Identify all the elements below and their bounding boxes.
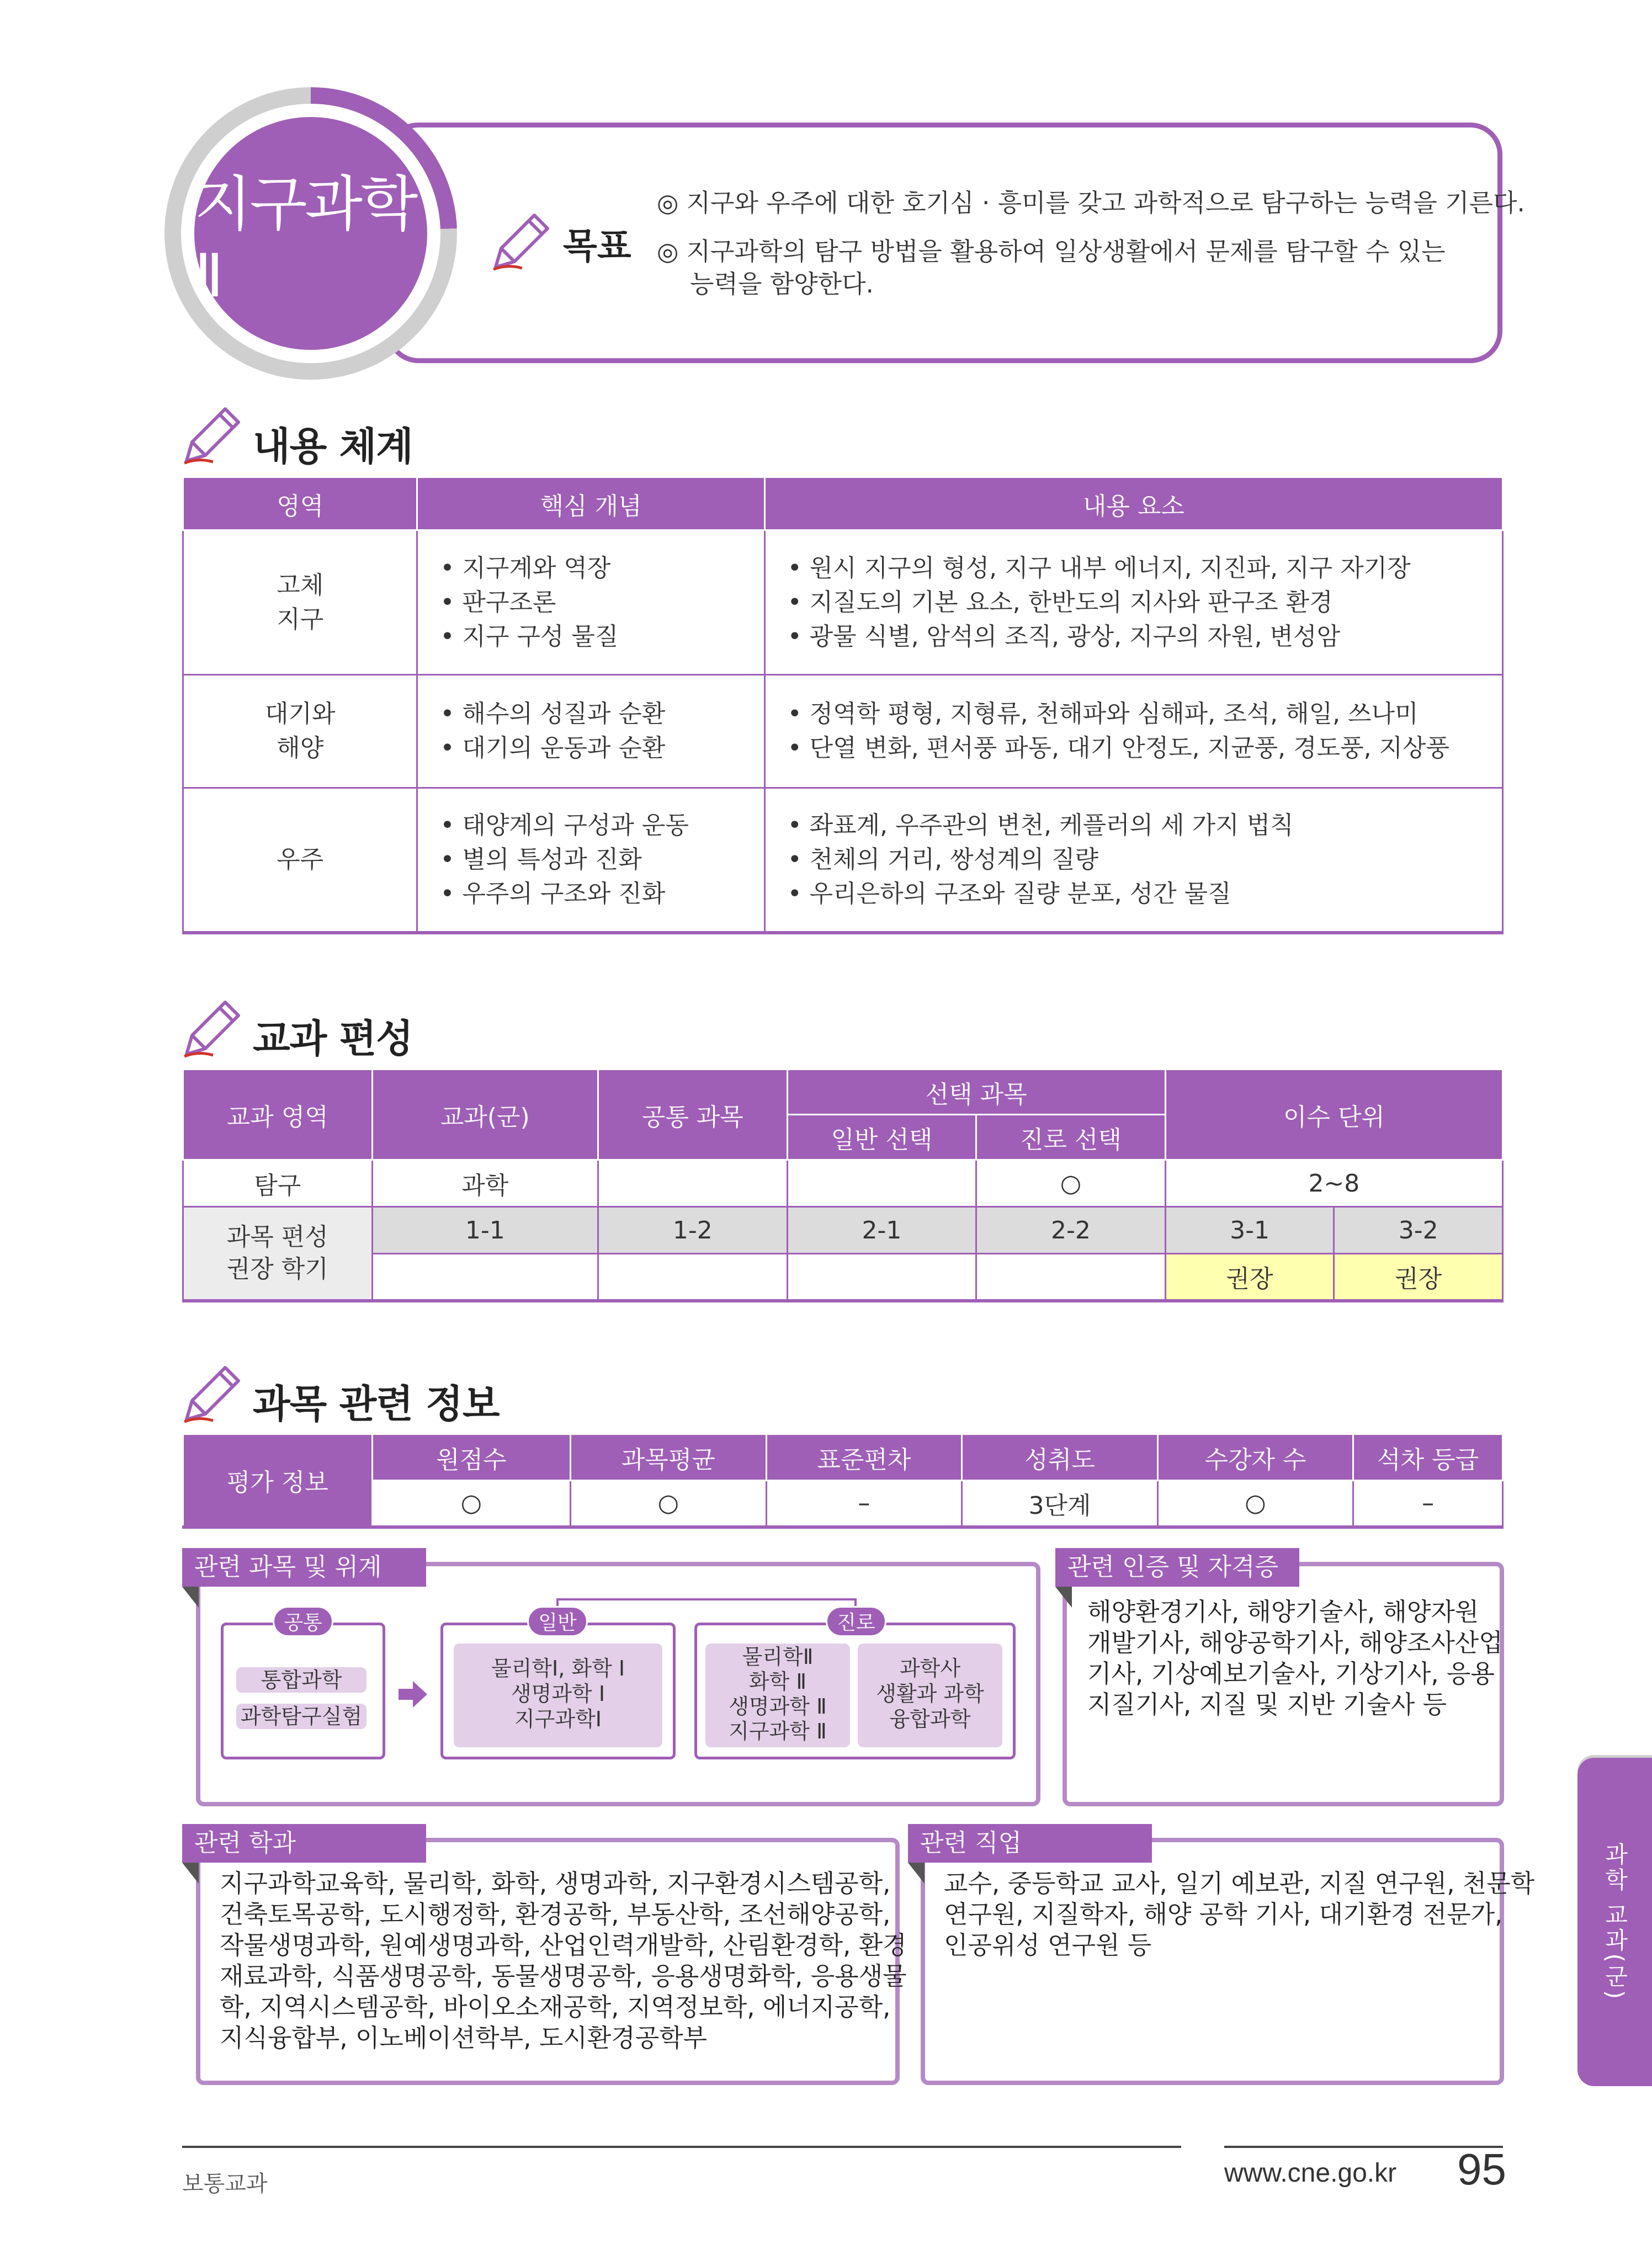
eval-value: 3단계	[962, 1481, 1158, 1527]
tab-fold	[182, 1587, 199, 1608]
eval-value: ○	[1157, 1481, 1353, 1527]
area-cell: 고체 지구	[183, 530, 417, 675]
career-items-right: 과학사 생활과 과학 융합과학	[858, 1644, 1002, 1747]
footer-url[interactable]: www.cne.go.kr	[1224, 2158, 1397, 2188]
career-items-left: 물리학Ⅱ 화학 Ⅱ 생명과학 Ⅱ 지구과학 Ⅱ	[705, 1644, 850, 1747]
eval-header: 석차 등급	[1353, 1434, 1503, 1481]
table-row	[183, 530, 1503, 675]
cell-units: 2~8	[1165, 1160, 1502, 1207]
eval-label: 평가 정보	[183, 1434, 373, 1527]
recommend-cell	[372, 1254, 598, 1301]
elements-cell: • 원시 지구의 형성, 지구 내부 에너지, 지진파, 지구 자기장 • 지질도의 기본 요소, 한반도의 지사와 판구조 환경 • 광물 식별, 암석의 조직, 광상, 지구의 자원, 변성암	[764, 530, 1502, 675]
related-subjects-tab: 관련 과목 및 위계	[182, 1548, 426, 1587]
goal-line-1: ◎ 지구와 우주에 대한 호기심 · 흥미를 갖고 과학적으로 탐구하는 능력을 기른다.	[657, 188, 1525, 217]
cell-group: 과학	[372, 1160, 598, 1207]
header-elements: 내용 요소	[764, 477, 1502, 530]
tab-fold	[908, 1863, 925, 1884]
header-career: 진로 선택	[976, 1115, 1166, 1160]
semester-label: 과목 편성 권장 학기	[183, 1207, 373, 1301]
header-common: 공통 과목	[598, 1070, 788, 1160]
arrow-right-icon	[396, 1678, 429, 1711]
recommend-cell	[598, 1254, 788, 1301]
cell-common	[598, 1160, 788, 1207]
eval-header: 수강자 수	[1157, 1434, 1353, 1481]
goal-line-3: 능력을 함양한다.	[690, 269, 874, 299]
eval-header: 성취도	[962, 1434, 1158, 1481]
pencil-icon	[491, 211, 552, 272]
departments-tab: 관련 학과	[182, 1824, 426, 1863]
table-row	[183, 1160, 1503, 1207]
curriculum-table	[182, 1068, 1504, 1302]
eval-header: 과목평균	[571, 1434, 767, 1481]
recommend-cell	[787, 1254, 976, 1301]
tab-fold	[182, 1863, 199, 1884]
concept-cell: • 태양계의 구성과 운동 • 별의 특성과 진화 • 우주의 구조와 진화	[417, 788, 764, 933]
semester-cell: 1-2	[598, 1207, 788, 1254]
recommend-cell	[976, 1254, 1166, 1301]
eval-value: ○	[571, 1481, 767, 1527]
table-row	[183, 1207, 1503, 1254]
footer-label: 보통교과	[182, 2171, 268, 2197]
table-row	[183, 1254, 1503, 1301]
jobs-text: 교수, 중등학교 교사, 일기 예보관, 지질 연구원, 천문학 연구원, 지질학자, 해양 공학 기사, 대기환경 전문가, 인공위성 연구원 등	[944, 1869, 1535, 1960]
concept-cell: • 지구계와 역장 • 판구조론 • 지구 구성 물질	[417, 530, 764, 675]
subject-title: 지구과학Ⅱ	[194, 117, 427, 350]
eval-value: –	[766, 1481, 962, 1527]
departments-text: 지구과학교육학, 물리학, 화학, 생명과학, 지구환경시스템공학, 건축토목공학, 도시행정학, 환경공학, 부동산학, 조선해양공학, 작물생명과학, 원예생명과학, 산업인력개발학, 산림환경학, 환경 재료과학, 식품생명공학, 동물생명공학, 응용생명화학, 응용생물 학, 지역시스템공학, 바이오소재공학, 지역정보학, 에너지공학, 지식융합부, 이노베이션학부, 도시환경공학부	[220, 1869, 907, 2052]
eval-value: ○	[372, 1481, 571, 1527]
jobs-tab: 관련 직업	[908, 1824, 1152, 1863]
header-group: 교과(군)	[372, 1070, 598, 1160]
semester-cell: 1-1	[372, 1207, 598, 1254]
concept-cell: • 해수의 성질과 순환 • 대기의 운동과 순환	[417, 675, 764, 788]
connector-line	[552, 1594, 861, 1627]
tab-fold	[1055, 1587, 1072, 1608]
recommend-cell: 권장	[1165, 1254, 1334, 1301]
side-tab-label: 과학 교과(군)	[1601, 1842, 1629, 2002]
semester-cell: 3-2	[1334, 1207, 1503, 1254]
header-area: 영역	[183, 477, 417, 530]
table-row	[183, 1481, 1503, 1527]
cell-general	[787, 1160, 976, 1207]
eval-header: 원점수	[372, 1434, 571, 1481]
goal-line-2: ◎ 지구과학의 탐구 방법을 활용하여 일상생활에서 문제를 탐구할 수 있는	[657, 237, 1446, 266]
common-item: 통합과학	[236, 1667, 366, 1693]
certificates-text: 해양환경기사, 해양기술사, 해양자원 개발기사, 해양공학기사, 해양조사산업 기사, 기상예보기술사, 기상기사, 응용 지질기사, 지질 및 지반 기술사 등	[1087, 1597, 1503, 1719]
pencil-icon	[182, 1363, 243, 1424]
cell-area: 탐구	[183, 1160, 373, 1207]
header-area: 교과 영역	[183, 1070, 373, 1160]
cell-career: ○	[976, 1160, 1166, 1207]
common-item: 과학탐구실험	[236, 1704, 366, 1729]
common-pill: 공통	[273, 1606, 333, 1637]
header-elective: 선택 과목	[787, 1070, 1165, 1115]
section-title-content: 내용 체계	[253, 424, 413, 469]
area-cell: 대기와 해양	[183, 675, 417, 788]
content-system-table	[182, 476, 1504, 934]
general-items: 물리학Ⅰ, 화학 Ⅰ 생명과학 Ⅰ 지구과학Ⅰ	[454, 1644, 662, 1747]
header-general: 일반 선택	[787, 1115, 976, 1160]
pencil-icon	[182, 405, 243, 465]
eval-header: 표준편차	[766, 1434, 962, 1481]
area-cell: 우주	[183, 788, 417, 933]
evaluation-table	[182, 1433, 1504, 1529]
semester-cell: 3-1	[1165, 1207, 1334, 1254]
footer-line	[182, 2146, 1181, 2148]
recommend-cell: 권장	[1334, 1254, 1503, 1301]
section-title-subject-info: 과목 관련 정보	[253, 1381, 500, 1427]
page-number: 95	[1457, 2145, 1506, 2194]
pencil-icon	[182, 998, 243, 1059]
semester-cell: 2-1	[787, 1207, 976, 1254]
section-title-curriculum: 교과 편성	[253, 1016, 413, 1061]
elements-cell: • 정역학 평형, 지형류, 천해파와 심해파, 조석, 해일, 쓰나미 • 단열 변화, 편서풍 파동, 대기 안정도, 지균풍, 경도풍, 지상풍	[764, 675, 1502, 788]
header-units: 이수 단위	[1165, 1070, 1502, 1160]
header-concept: 핵심 개념	[417, 477, 764, 530]
table-row	[183, 788, 1503, 933]
semester-cell: 2-2	[976, 1207, 1166, 1254]
certificates-tab: 관련 인증 및 자격증	[1055, 1548, 1299, 1587]
eval-value: –	[1353, 1481, 1503, 1527]
table-row	[183, 675, 1503, 788]
general-pill: 일반	[527, 1606, 588, 1637]
goal-label: 목표	[563, 226, 631, 267]
elements-cell: • 좌표계, 우주관의 변천, 케플러의 세 가지 법칙 • 천체의 거리, 쌍성계의 질량 • 우리은하의 구조와 질량 분포, 성간 물질	[764, 788, 1502, 933]
career-pill: 진로	[826, 1606, 886, 1637]
